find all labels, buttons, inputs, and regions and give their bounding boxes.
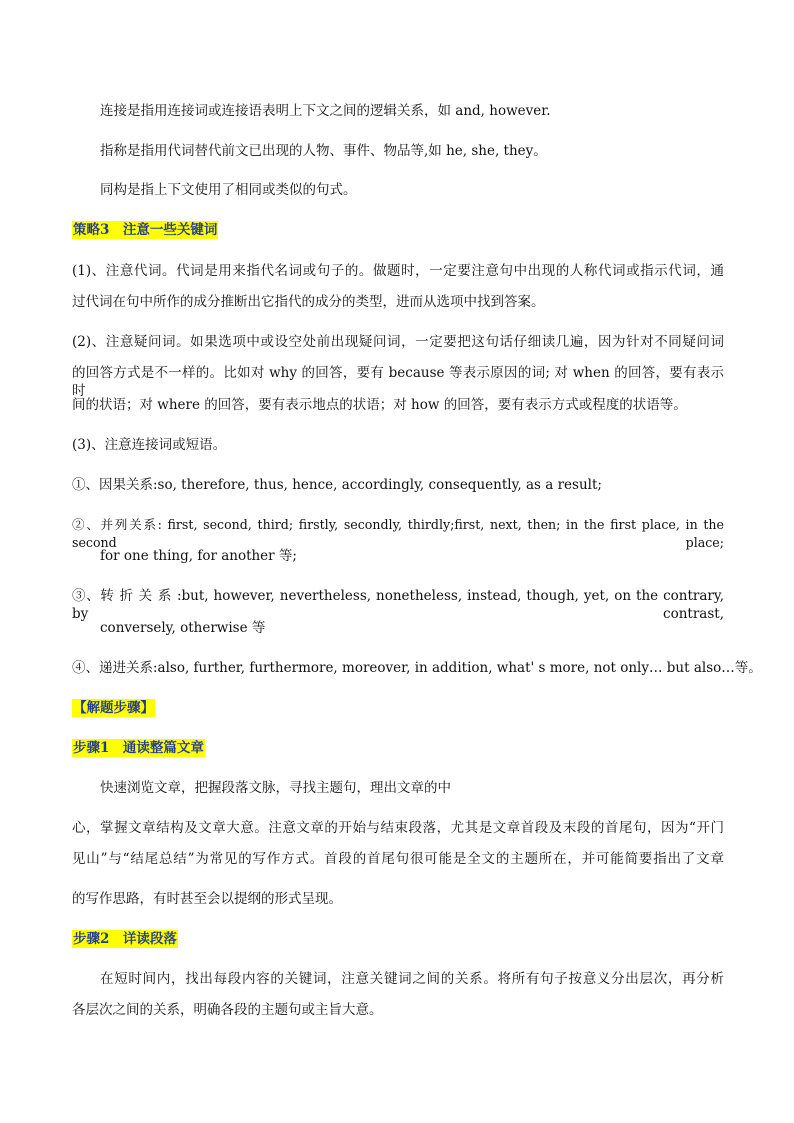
- step2-heading: 步骤2 详读段落: [73, 931, 177, 947]
- strategy3-item1-line1: (1)、注意代词。代词是用来指代名词或句子的。做题时，一定要注意句中出现的人称代词或指示代词，通: [72, 263, 724, 279]
- sub-item-contrast-line2: conversely, otherwise 等: [100, 620, 266, 636]
- strategy3-item2-line3: 间的状语；对 where 的回答，要有表示地点的状语；对 how 的回答，要有表示方式或程度的状语等。: [72, 397, 687, 413]
- steps-heading: 【解题步骤】: [73, 700, 154, 716]
- step1-line4: 的写作思路，有时甚至会以提纲的形式呈现。: [72, 891, 342, 907]
- sub-item-parallel-line1: ②、并列关系: first, second, third; firstly, secondly, thirdly;first, next, then; in the first place, in the second place;: [72, 517, 724, 550]
- paragraph-connection: 连接是指用连接词或连接语表明上下文之间的逻辑关系，如 and, however.: [100, 103, 551, 119]
- sub-item-progressive: ④、递进关系:also, further, furthermore, moreover, in addition, what' s more, not only… but also…等。: [72, 660, 762, 676]
- sub-item-causal: ①、因果关系:so, therefore, thus, hence, accordingly, consequently, as a result;: [72, 477, 602, 493]
- sub-item-contrast-line1: ③、转 折 关 系 :but, however, nevertheless, nonetheless, instead, though, yet, on the contrary, by contrast,: [72, 588, 724, 622]
- strategy3-item2-line2: 的回答方式是不一样的。比如对 why 的回答，要有 because 等表示原因的词; 对 when 的回答，要有表示时: [72, 365, 724, 399]
- step1-line2: 心，掌握文章结构及文章大意。注意文章的开始与结束段落，尤其是文章首段及末段的首尾句，因为“开门: [72, 820, 724, 836]
- paragraph-reference: 指称是指用代词替代前文已出现的人物、事件、物品等,如 he, she, they。: [100, 143, 547, 159]
- strategy3-item2-line1: (2)、注意疑问词。如果选项中或设空处前出现疑问词，一定要把这句话仔细读几遍，因为针对不同疑问词: [72, 334, 724, 350]
- steps-heading-line: [72, 699, 724, 717]
- step1-heading: 步骤1 通读整篇文章: [73, 740, 204, 756]
- strategy3-heading-line: [72, 221, 724, 239]
- paragraph-parallel: 同构是指上下文使用了相同或类似的句式。: [100, 182, 357, 198]
- step2-heading-line: [72, 930, 724, 948]
- step2-line1: 在短时间内，找出每段内容的关键词，注意关键词之间的关系。将所有句子按意义分出层次，再分析: [100, 971, 724, 987]
- strategy3-heading: 策略3 注意一些关键词: [73, 222, 218, 238]
- strategy3-item3: (3)、注意连接词或短语。: [72, 437, 227, 453]
- step1-heading-line: [72, 739, 724, 757]
- sub-item-parallel-line2: for one thing, for another 等;: [100, 548, 297, 564]
- step1-line1: 快速浏览文章，把握段落文脉，寻找主题句，理出文章的中: [100, 780, 451, 796]
- step2-line2: 各层次之间的关系，明确各段的主题句或主旨大意。: [72, 1002, 383, 1018]
- step1-line3: 见山”与“结尾总结”为常见的写作方式。首段的首尾句很可能是全文的主题所在，并可能简要指出了文章: [72, 851, 724, 867]
- strategy3-item1-line2: 过代词在句中所作的成分推断出它指代的成分的类型，进而从选项中找到答案。: [72, 294, 545, 310]
